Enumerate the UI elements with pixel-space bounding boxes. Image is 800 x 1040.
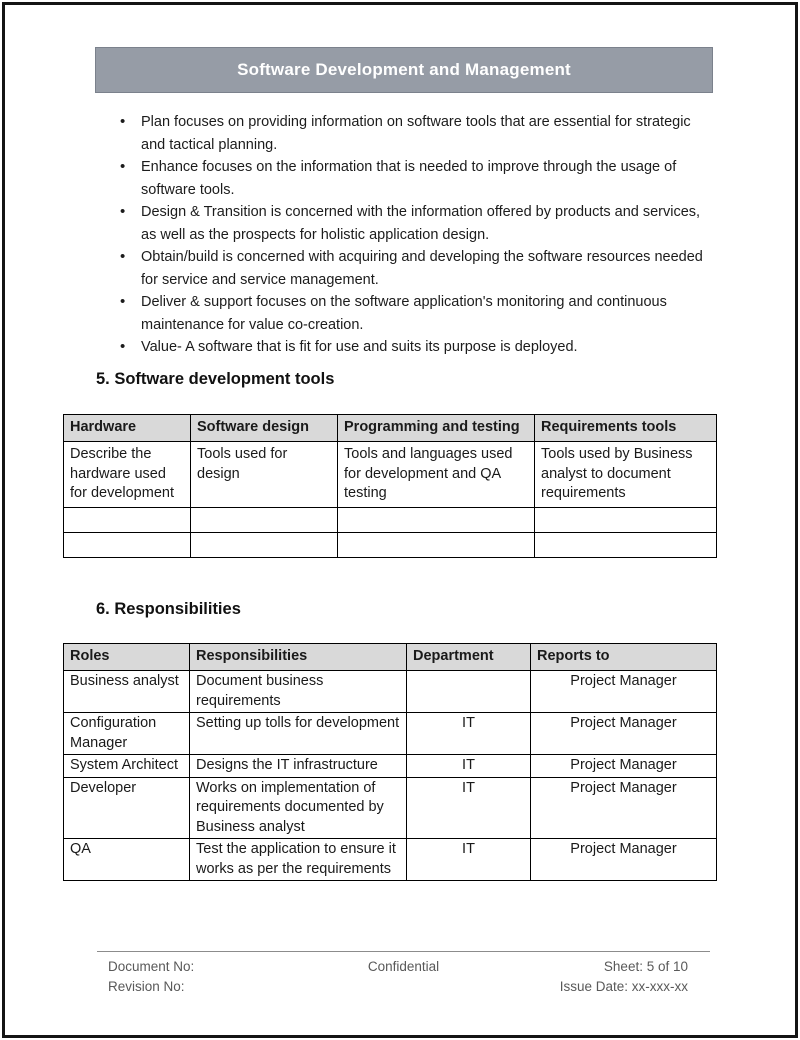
column-header: Roles — [64, 644, 190, 671]
table-cell: Designs the IT infrastructure — [190, 755, 407, 778]
column-header: Programming and testing — [338, 415, 535, 442]
revision-no-label: Revision No: — [108, 979, 185, 994]
table-cell: Works on implementation of requirements documented by Business analyst — [190, 777, 407, 839]
table-cell: IT — [407, 755, 531, 778]
table-cell — [191, 532, 338, 557]
bullet-item: • Obtain/build is concerned with acquiring and developing the software resources needed for service and service management. — [117, 246, 703, 291]
page-footer — [97, 951, 710, 997]
table-cell: IT — [407, 713, 531, 755]
section-5-heading: 5. Software development tools — [96, 370, 335, 388]
table-cell: Project Manager — [531, 755, 717, 778]
table-cell — [338, 507, 535, 532]
table-cell: Project Manager — [531, 777, 717, 839]
bullet-item: • Deliver & support focuses on the software application's monitoring and continuous maintenance for value co-creation. — [117, 291, 703, 336]
table-row — [64, 442, 717, 508]
table-cell: Describe the hardware used for development — [64, 442, 191, 508]
table-row — [64, 713, 717, 755]
table-cell: System Architect — [64, 755, 190, 778]
column-header: Requirements tools — [535, 415, 717, 442]
table-cell: Test the application to ensure it works as per the requirements — [190, 839, 407, 881]
bullet-item: • Plan focuses on providing information on software tools that are essential for strategic and tactical planning. — [117, 111, 703, 156]
confidential-label: Confidential — [367, 959, 440, 974]
document-no-label: Document No: — [108, 959, 195, 974]
footer-left — [97, 957, 302, 997]
table-row — [64, 839, 717, 881]
table-cell: Project Manager — [531, 839, 717, 881]
footer-right — [505, 957, 710, 997]
bullet-item: • Enhance focuses on the information that is needed to improve through the usage of software tools. — [117, 156, 703, 201]
table-cell: Setting up tolls for development — [190, 713, 407, 755]
bullet-item: • Design & Transition is concerned with the information offered by products and services, as well as the prospects for holistic application design. — [117, 201, 703, 246]
sheet-number: Sheet: 5 of 10 — [603, 959, 688, 974]
table-row — [64, 777, 717, 839]
table-cell: Configuration Manager — [64, 713, 190, 755]
bullet-item: • Value- A software that is fit for use and suits its purpose is deployed. — [117, 336, 703, 359]
table-row — [64, 755, 717, 778]
table-cell: Project Manager — [531, 713, 717, 755]
table-cell: Document business requirements — [190, 671, 407, 713]
column-header: Reports to — [531, 644, 717, 671]
table-cell — [191, 507, 338, 532]
table-row — [64, 671, 717, 713]
table-cell: Developer — [64, 777, 190, 839]
table-cell — [64, 532, 191, 557]
table-cell — [535, 507, 717, 532]
table-cell: IT — [407, 839, 531, 881]
table-header-row — [64, 415, 717, 442]
table-cell: Project Manager — [531, 671, 717, 713]
table-cell — [407, 671, 531, 713]
table-cell: Tools used by Business analyst to document requirements — [535, 442, 717, 508]
table-cell: IT — [407, 777, 531, 839]
table-row — [64, 532, 717, 557]
table-row — [64, 507, 717, 532]
table-cell — [535, 532, 717, 557]
software-tools-table — [63, 414, 717, 558]
section-6-heading: 6. Responsibilities — [96, 600, 241, 618]
table-cell: Tools and languages used for development and QA testing — [338, 442, 535, 508]
column-header: Hardware — [64, 415, 191, 442]
table-cell: QA — [64, 839, 190, 881]
title-banner — [95, 47, 713, 93]
column-header: Software design — [191, 415, 338, 442]
responsibilities-table — [63, 643, 717, 881]
bullet-list — [117, 111, 707, 359]
page-title: Software Development and Management — [237, 60, 571, 79]
table-cell — [64, 507, 191, 532]
issue-date: Issue Date: xx-xxx-xx — [559, 979, 688, 994]
column-header: Responsibilities — [190, 644, 407, 671]
table-cell: Tools used for design — [191, 442, 338, 508]
table-cell — [338, 532, 535, 557]
table-cell: Business analyst — [64, 671, 190, 713]
column-header: Department — [407, 644, 531, 671]
table-header-row — [64, 644, 717, 671]
